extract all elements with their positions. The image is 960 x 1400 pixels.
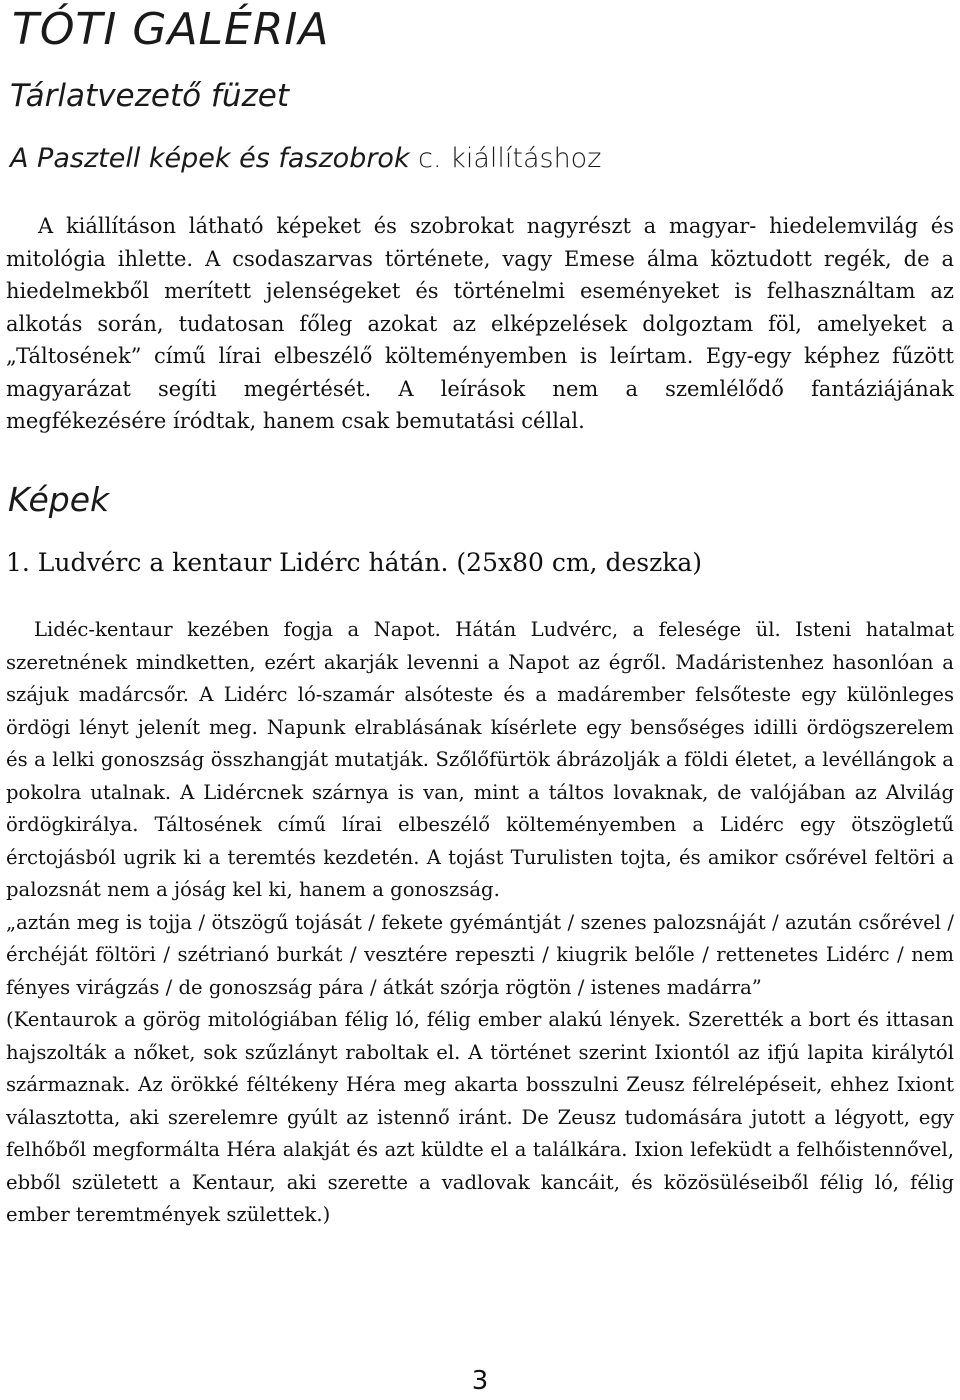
work-title: 1. Ludvérc a kentaur Lidérc hátán. (25x80 cm, deszka) (6, 548, 703, 577)
intro-section (6, 210, 954, 438)
poem-quote: „aztán meg is tojja / ötszögű tojását / fekete gyémántját / szenes palozsnáját / azután csőrével / érchéját föltöri / szétrianó burkát / vesztére repeszti / kiugrik belőle / rettenetes Lidérc / nem fényes virágzás / de gonoszság pára / átkát szórja rögtön / istenes madárra” (6, 910, 954, 999)
exhibition-suffix: c. kiállításhoz (409, 143, 602, 174)
booklet-title: Tárlatvezető füzet (10, 78, 289, 114)
section-title: Képek (8, 480, 110, 519)
work-description (6, 614, 954, 1232)
gallery-title: TÓTI GALÉRIA (12, 4, 330, 55)
mythology-note: (Kentaurok a görög mitológiában félig ló, félig ember alakú lények. Szerették a bort és ittasan hajszolták a nőket, sok szűzlányt raboltak el. A történet szerint Ixiontól az ifjú lapita királytól származnak. Az örökké féltékeny Héra meg akarta bosszulni Zeusz félrelépéseit, ehhez Ixiont választotta, aki szerelemre gyúlt az istennő iránt. De Zeusz tudomására jutott a légyott, egy felhőből megformálta Héra alakját és azt küldte el a találkára. Ixion lefeküdt a felhőistennővel, ebből született a Kentaur, aki szerette a vadlovak kancáit, és közösüléseiből félig ló, félig ember teremtmények születtek.) (6, 1008, 954, 1226)
page-number: 3 (471, 1366, 489, 1396)
exhibition-name: A Pasztell képek és faszobrok (10, 143, 410, 174)
intro-paragraph: A kiállításon látható képeket és szobrokat nagyrészt a magyar- hiedelemvilág és mitológia ihlette. A csodaszarvas története, vagy Emese álma köztudott regék, de a hiedelmekből merített jelenségeket és történelmi eseményeket is felhasználtam az alkotás során, tudatosan főleg azokat az elképzelések dolgoztam föl, amelyeket a „Táltosének” című lírai elbeszélő költeményemben is leírtam. Egy-egy képhez fűzött magyarázat segíti megértését. A leírások nem a szemlélődő fantáziájának megfékezésére íródtak, hanem csak bemutatási céllal. (6, 214, 954, 433)
description-paragraph: Lidéc-kentaur kezében fogja a Napot. Hátán Ludvérc, a felesége ül. Isteni hatalmat szeretnének mindketten, ezért akarják levenni a Napot az égről. Madáristenhez hasonlóan a szájuk madárcsőr. A Lidérc ló-szamár alsóteste és a madárember felsőteste egy különleges ördögi lényt jelenít meg. Napunk elrablásának kísérlete egy bensőséges idilli ördögszerelem és a lelki gonoszság összhangját mutatják. Szőlőfürtök ábrázolják a földi életet, a levéllángok a pokolra utalnak. A Lidércnek szárnya is van, mint a táltos lovaknak, de valójában az Alvilág ördögkirálya. Táltosének című lírai elbeszélő költeményemben a Lidérc egy ötszögletű érctojásból ugrik ki a teremtés kezdetén. A tojást Turulisten tojta, és amikor csőrével feltöri a palozsnát nem a jóság kel ki, hanem a gonoszság. (6, 618, 954, 901)
exhibition-subtitle (10, 143, 601, 174)
